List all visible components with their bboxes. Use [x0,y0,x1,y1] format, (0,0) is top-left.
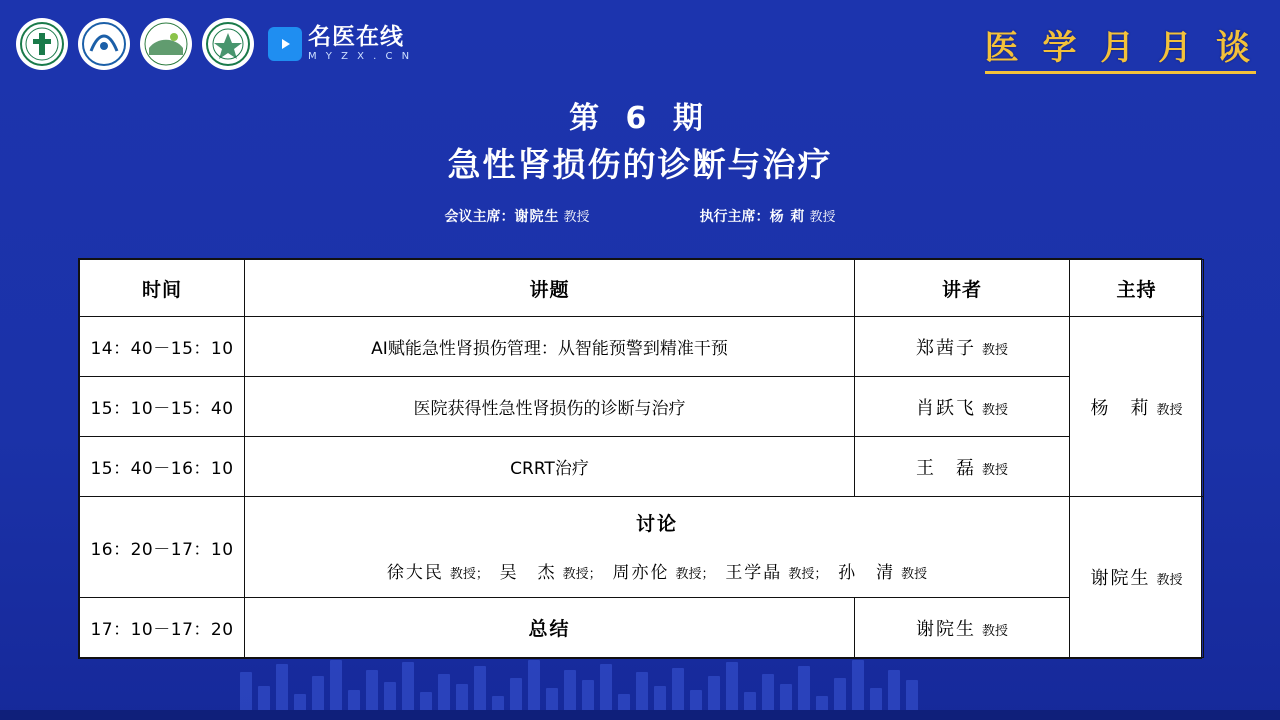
header-host: 主持 [1070,260,1204,317]
summary-label: 总结 [245,598,855,658]
speaker-name: 肖跃飞 [915,397,976,419]
play-icon [268,27,302,61]
program-brand-text: 医 学 月 月 谈 [984,28,1256,68]
discussion-participants [255,558,1059,583]
summary-speaker [855,598,1070,658]
row-topic: CRRT治疗 [245,437,855,497]
participant-title: 教授； [675,567,715,582]
title-block [0,100,1280,226]
row-host-group-1 [1070,317,1204,497]
participant-name: 周亦伦 [612,563,670,583]
discussion-cell [245,497,1070,598]
table-row [80,377,1204,437]
schedule-table [79,259,1204,658]
myzx-logo-en: M Y Z X . C N [308,51,413,62]
row-time: 15：40－16：10 [80,437,245,497]
chair-title: 教授 [563,210,590,226]
hospital-logo-2-icon [78,18,130,70]
hospital-logo-4-icon [202,18,254,70]
hospital-logo-3-icon [140,18,192,70]
participant-name: 孙 清 [838,563,896,583]
speaker-title: 教授 [981,342,1008,358]
exec-chair-block [700,206,836,226]
discussion-time: 16：20－17：10 [80,497,245,598]
logo-row [16,18,416,70]
row-speaker [855,377,1070,437]
table-header-row [80,260,1204,317]
participant-name: 徐大民 [386,563,444,583]
chair-label: 会议主席： [444,209,515,226]
issue-number: 第 6 期 [569,101,711,136]
speaker-name: 谢院生 [915,618,976,640]
bottom-accent-bar [0,710,1280,720]
discussion-heading: 讨论 [635,513,678,535]
speaker-name: 王 磊 [915,457,976,479]
host-name: 杨 莉 [1090,397,1151,419]
program-brand [985,20,1256,74]
participant-name: 王学晶 [725,563,783,583]
chair-block [445,206,590,226]
brand-rule [985,71,1256,74]
speaker-name: 郑茜子 [915,337,976,359]
speaker-title: 教授 [981,623,1008,639]
chair-name: 谢院生 [514,209,560,226]
table-row [80,437,1204,497]
participant-title: 教授； [788,567,828,582]
row-time: 14：40－15：10 [80,317,245,377]
header-time: 时间 [80,260,245,317]
table-row [80,317,1204,377]
row-topic: 医院获得性急性肾损伤的诊断与治疗 [245,377,855,437]
row-topic: AI赋能急性肾损伤管理：从智能预警到精准干预 [245,317,855,377]
schedule-table-wrapper [78,258,1202,659]
participant-title: 教授； [562,567,602,582]
discussion-row [80,497,1204,598]
host-title: 教授 [1156,402,1183,418]
row-speaker [855,437,1070,497]
speaker-title: 教授 [981,402,1008,418]
chair-row [0,206,1280,226]
myzx-logo [264,21,416,67]
host-name: 谢院生 [1090,568,1151,589]
myzx-logo-cn: 名医在线 [308,24,404,50]
exec-chair-label: 执行主席： [699,209,770,226]
hospital-logo-1-icon [16,18,68,70]
header-speaker: 讲者 [855,260,1070,317]
exec-chair-name: 杨 莉 [769,209,806,226]
participant-name: 吴 杰 [499,563,557,583]
participant-title: 教授； [449,567,489,582]
summary-row [80,598,1204,658]
header-topic: 讲题 [245,260,855,317]
row-time: 15：10－15：40 [80,377,245,437]
row-speaker [855,317,1070,377]
summary-time: 17：10－17：20 [80,598,245,658]
host-title: 教授 [1156,573,1183,588]
exec-chair-title: 教授 [809,210,836,226]
row-host-group-2 [1070,497,1204,658]
speaker-title: 教授 [981,462,1008,478]
page-title: 急性肾损伤的诊断与治疗 [447,144,833,184]
participant-title: 教授 [901,567,928,582]
